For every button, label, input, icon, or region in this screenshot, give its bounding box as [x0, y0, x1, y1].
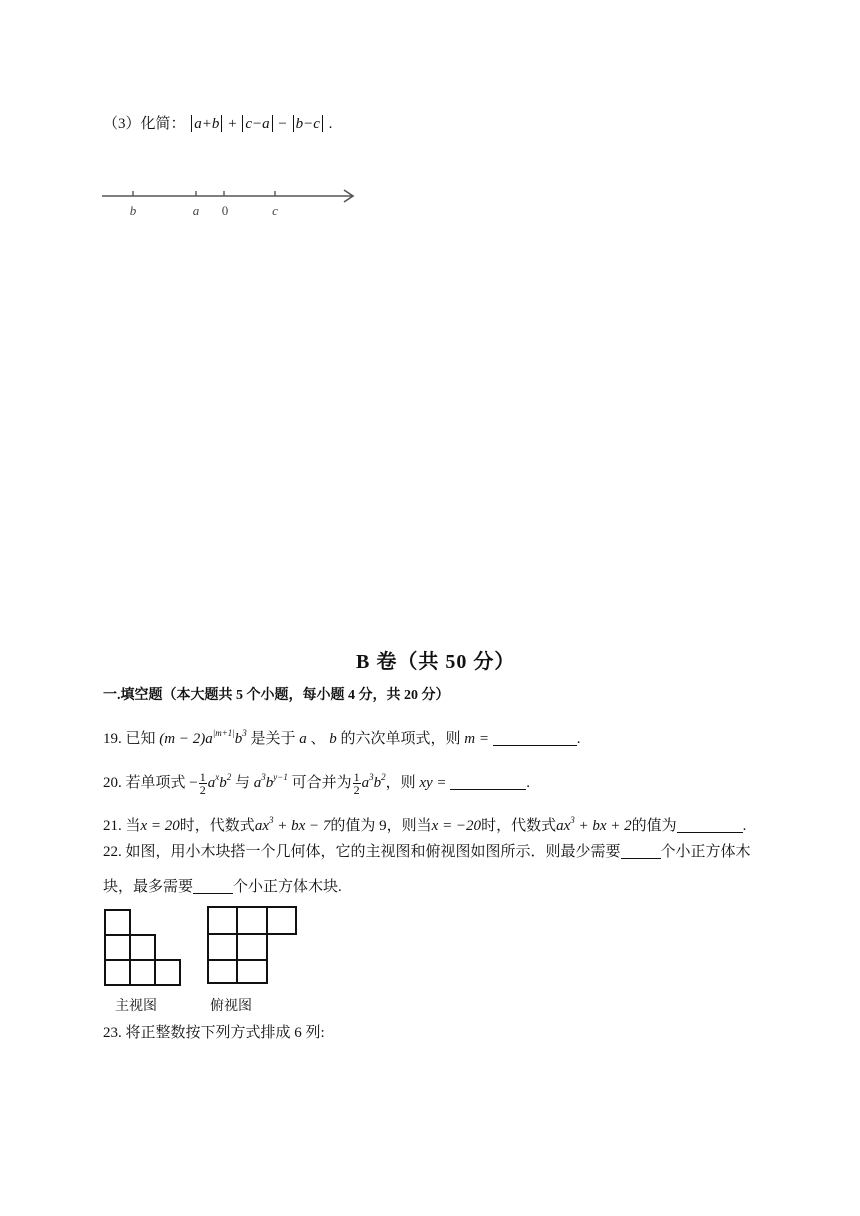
q19-text: 是关于 [250, 731, 296, 747]
q22-min-blank[interactable] [621, 844, 661, 859]
q20-text: 若单项式 [125, 775, 186, 791]
q23: 23. 将正整数按下列方式排成 6 列: [103, 1025, 325, 1041]
q20-text: ，则 [385, 775, 416, 791]
q21-text: 的值为 [631, 818, 677, 834]
q21-period: . [742, 818, 747, 834]
q19-var-b: b [329, 731, 337, 747]
top-view-square [237, 907, 267, 934]
section-b-title: B 卷（共 50 分） [356, 651, 516, 673]
q20-monomial-2: $a^3b^{y-1}$ [253, 772, 288, 791]
q19-text: 、 [310, 731, 326, 747]
q19-var-m: m = [464, 731, 490, 747]
q21-math: x = −20 [431, 818, 482, 834]
q20-number: 20. [103, 775, 122, 791]
q20-monomial-3: $a^3b^2$ [361, 772, 386, 791]
label-0: 0 [221, 203, 229, 218]
label-a: a [192, 203, 200, 218]
q19-number: 19. [103, 731, 122, 747]
q21-text: 的值为 9，则当 [330, 818, 432, 834]
q20-minus: − [189, 775, 198, 791]
front-view-square [105, 960, 130, 985]
front-view-square [105, 910, 130, 935]
top-view-square [237, 960, 267, 983]
top-view-figure [204, 904, 300, 986]
q20-fraction-1: $\frac{1}{2}$ [199, 770, 206, 798]
q19-text: 已知 [125, 731, 156, 747]
q21-text: 时，代数式 [179, 818, 255, 834]
q21-number: 21. [103, 818, 122, 834]
q19-period: . [576, 731, 581, 747]
q18-part3 [103, 114, 332, 134]
front-view-figure [103, 907, 185, 989]
q19-text: 的六次单项式，则 [340, 731, 461, 747]
q21-math: x = 20 [140, 818, 180, 834]
q20-text: 与 [234, 775, 250, 791]
q20-period: . [526, 775, 531, 791]
front-view-square [105, 935, 130, 960]
front-view-square [130, 935, 155, 960]
q22-text: 块，最多需要 [103, 879, 194, 895]
part1-title: 一.填空题（本大题共 5 个小题，每小题 4 分，共 20 分） [103, 688, 450, 703]
q22-line2 [103, 877, 342, 897]
number-line [98, 182, 360, 222]
q20 [103, 767, 530, 796]
q21-text: 时，代数式 [481, 818, 557, 834]
q19-answer-blank[interactable] [493, 731, 577, 746]
front-view-square [130, 960, 155, 985]
q21-text: 当 [125, 818, 141, 834]
top-view-square [267, 907, 296, 934]
abs-bar [221, 115, 222, 132]
front-view-caption: 主视图 [115, 998, 157, 1014]
abs-bar [242, 115, 243, 132]
q22-max-blank[interactable] [193, 879, 233, 894]
abs-bar [272, 115, 273, 132]
q19-math: $(m - 2)a^{|m+1|}b^3$ [159, 728, 247, 747]
abs-bar [322, 115, 323, 132]
q20-monomial-1: $a^xb^2$ [207, 772, 232, 791]
abs-content-1: a+b [194, 116, 220, 132]
q20-answer-blank[interactable] [450, 775, 526, 790]
abs-content-3: b−c [295, 116, 320, 132]
abs-content-2: c−a [245, 116, 270, 132]
label-b: b [129, 203, 137, 218]
q22-text: 22. 如图，用小木块搭一个几何体，它的主视图和俯视图如图所示．则最少需要 [103, 844, 621, 860]
q21-expr-2: $ax^3$ + bx + 2 [556, 815, 632, 834]
q22-text: 个小正方体木 [660, 844, 751, 860]
label-c: c [272, 203, 278, 218]
q18-part3-label: （3）化简： [103, 116, 186, 132]
top-view-square [208, 960, 237, 983]
top-view-caption: 俯视图 [210, 998, 252, 1014]
front-view-square [155, 960, 180, 985]
q19 [103, 723, 581, 749]
q21-expr-1: $ax^3$ + bx − 7 [254, 815, 331, 834]
q20-fraction-2: $\frac{1}{2}$ [353, 770, 360, 798]
abs-bar [191, 115, 192, 132]
q20-text: 可合并为 [291, 775, 352, 791]
top-view-square [237, 934, 267, 960]
q22-text: 个小正方体木块. [233, 879, 342, 895]
q19-var-a: a [299, 731, 307, 747]
q20-var-xy: xy = [419, 775, 447, 791]
q22-line1 [103, 842, 751, 862]
top-view-square [208, 907, 237, 934]
operator: − [278, 116, 287, 132]
abs-bar [293, 115, 294, 132]
operator: + [228, 116, 237, 132]
period: . [328, 116, 333, 132]
top-view-square [208, 934, 237, 960]
q21-answer-blank[interactable] [677, 818, 743, 833]
q21 [103, 810, 746, 836]
